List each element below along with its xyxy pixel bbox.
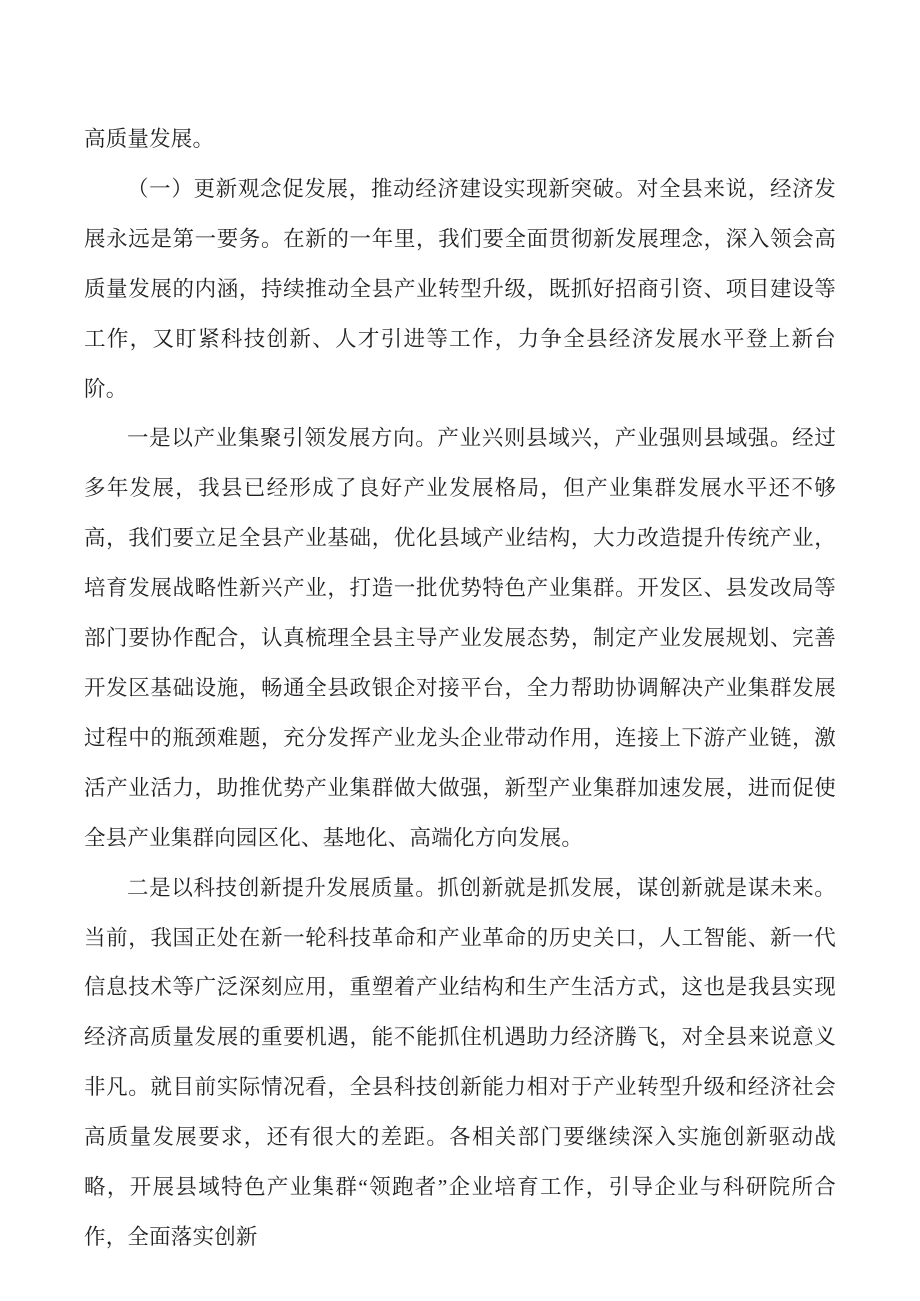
document-body (84, 115, 836, 1263)
paragraph-section-1: （一）更新观念促发展，推动经济建设实现新突破。对全县来说，经济发展永远是第一要务。在新的一年里，我们要全面贯彻新发展理念，深入领会高质量发展的内涵，持续推动全县产业转型升级，既抓好招商引资、项目建设等工作，又盯紧科技创新、人才引进等工作，力争全县经济发展水平登上新台阶。 (84, 176, 836, 401)
paragraph-point-1: 一是以产业集聚引领发展方向。产业兴则县域兴，产业强则县域强。经过多年发展，我县已经形成了良好产业发展格局，但产业集群发展水平还不够高，我们要立足全县产业基础，优化县域产业结构，大力改造提升传统产业，培育发展战略性新兴产业，打造一批优势特色产业集群。开发区、县发改局等部门要协作配合，认真梳理全县主导产业发展态势，制定产业发展规划、完善开发区基础设施，畅通全县政银企对接平台，全力帮助协调解决产业集群发展过程中的瓶颈难题，充分发挥产业龙头企业带动作用，连接上下游产业链，激活产业活力，助推优势产业集群做大做强，新型产业集群加速发展，进而促使全县产业集群向园区化、基地化、高端化方向发展。 (84, 426, 836, 850)
paragraph-point-2: 二是以科技创新提升发展质量。抓创新就是抓发展，谋创新就是谋未来。当前，我国正处在新一轮科技革命和产业革命的历史关口，人工智能、新一代信息技术等广泛深刻应用，重塑着产业结构和生产生活方式，这也是我县实现经济高质量发展的重要机遇，能不能抓住机遇助力经济腾飞，对全县来说意义非凡。就目前实际情况看，全县科技创新能力相对于产业转型升级和经济社会高质量发展要求，还有很大的差距。各相关部门要继续深入实施创新驱动战略，开展县域特色产业集群“领跑者”企业培育工作，引导企业与科研院所合作，全面落实创新 (84, 875, 836, 1249)
paragraph-continuation: 高质量发展。 (84, 127, 215, 151)
